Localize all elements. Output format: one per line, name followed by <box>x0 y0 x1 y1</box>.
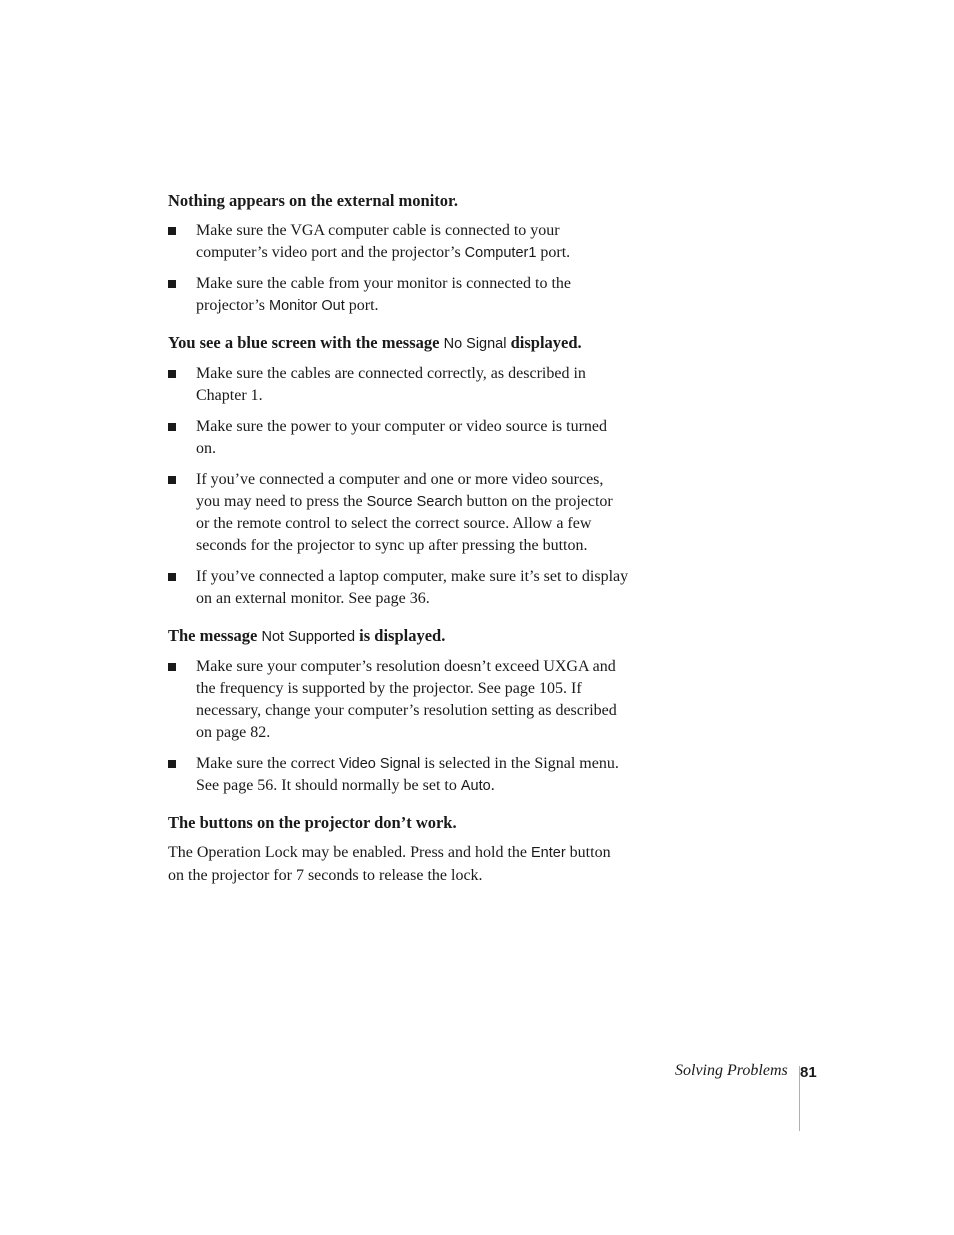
section-heading: The buttons on the projector don’t work. <box>168 813 457 832</box>
list-item: If you’ve connected a computer and one or more video sources, you may need to press the Source Search button on the projector or the remote control to select the correct source. Allow a few seconds for the projector to sync up after pressing the button. <box>168 469 630 557</box>
section-external-monitor <box>168 190 630 317</box>
section-buttons-dont-work <box>168 812 630 886</box>
list-item: Make sure the correct Video Signal is selected in the Signal menu. See page 56. It should normally be set to Auto. <box>168 753 630 797</box>
bullet-square-icon <box>168 423 176 431</box>
bullet-square-icon <box>168 760 176 768</box>
ui-term: Enter <box>531 845 566 861</box>
ui-term: Monitor Out <box>269 298 345 314</box>
bullet-square-icon <box>168 227 176 235</box>
ui-term: Source Search <box>366 494 463 510</box>
list-item: If you’ve connected a laptop computer, make sure it’s set to display on an external monitor. See page 36. <box>168 566 630 610</box>
bullet-square-icon <box>168 280 176 288</box>
section-heading: You see a blue screen with the message No Signal displayed. <box>168 333 582 352</box>
section-heading: The message Not Supported is displayed. <box>168 626 446 645</box>
page-number: 81 <box>800 1064 817 1081</box>
bullet-square-icon <box>168 476 176 484</box>
section-not-supported <box>168 625 630 797</box>
section-heading: Nothing appears on the external monitor. <box>168 191 458 210</box>
page-content <box>168 190 630 901</box>
paragraph: The Operation Lock may be enabled. Press and hold the Enter button on the projector for 7 seconds to release the lock. <box>168 844 611 884</box>
list-item: Make sure your computer’s resolution doesn’t exceed UXGA and the frequency is supported by the projector. See page 105. If necessary, change your computer’s resolution setting as described on page 82. <box>168 656 630 744</box>
bullet-square-icon <box>168 573 176 581</box>
ui-term: Auto <box>460 778 491 794</box>
list-item: Make sure the VGA computer cable is connected to your computer’s video port and the projector’s Computer1 port. <box>168 220 630 264</box>
ui-term: No Signal <box>443 336 507 352</box>
ui-term: Not Supported <box>261 629 356 645</box>
ui-term: Computer1 <box>464 245 537 261</box>
bullet-square-icon <box>168 370 176 378</box>
ui-term: Video Signal <box>339 756 421 772</box>
section-no-signal <box>168 332 630 610</box>
list-item: Make sure the cable from your monitor is connected to the projector’s Monitor Out port. <box>168 273 630 317</box>
footer-section-title: Solving Problems <box>675 1062 788 1079</box>
list-item: Make sure the cables are connected correctly, as described in Chapter 1. <box>168 363 630 407</box>
list-item: Make sure the power to your computer or video source is turned on. <box>168 416 630 460</box>
bullet-square-icon <box>168 663 176 671</box>
